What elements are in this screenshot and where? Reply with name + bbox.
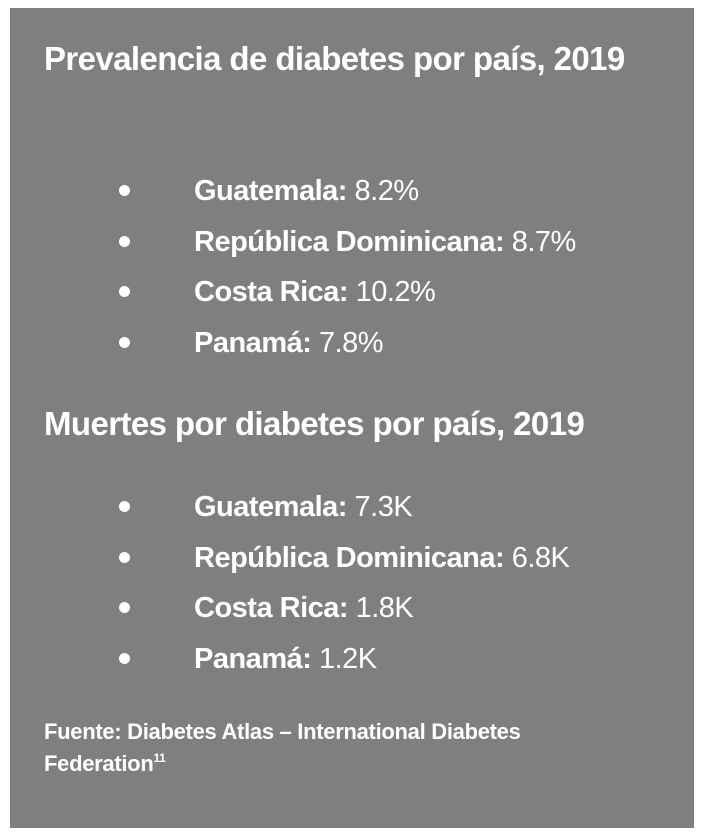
source-note [44, 716, 644, 780]
country-name: Guatemala: [194, 491, 347, 523]
prevalence-heading: Prevalencia de diabetes por país, 2019 [44, 40, 625, 77]
country-name: Guatemala: [194, 175, 347, 207]
prevalence-list [10, 169, 694, 371]
source-text: Fuente: Diabetes Atlas – International Diabetes Federation [44, 719, 521, 776]
country-value: 8.2% [354, 175, 419, 207]
list-item [10, 169, 694, 220]
country-value: 6.8K [511, 541, 570, 574]
bullet-icon [119, 602, 130, 613]
country-name: Costa Rica: [194, 592, 349, 624]
list-item [10, 586, 694, 637]
country-value: 7.3K [354, 491, 413, 523]
bullet-icon [119, 185, 130, 196]
country-name: República Dominicana: [194, 541, 505, 574]
info-panel [10, 8, 694, 828]
list-item [10, 536, 694, 587]
country-value: 7.8% [318, 326, 384, 359]
country-value: 8.7% [511, 225, 576, 258]
country-value: 10.2% [355, 276, 436, 308]
bullet-icon [119, 552, 130, 563]
country-name: Panamá: [194, 326, 312, 359]
bullet-icon [119, 286, 130, 297]
bullet-icon [119, 653, 130, 664]
country-name: Costa Rica: [194, 276, 349, 308]
deaths-heading: Muertes por diabetes por país, 2019 [44, 405, 585, 442]
list-item [10, 321, 694, 372]
country-value: 1.8K [355, 592, 414, 624]
item-text [194, 536, 569, 580]
list-item [10, 270, 694, 321]
item-text [194, 220, 576, 264]
bullet-icon [119, 337, 130, 348]
country-name: República Dominicana: [194, 225, 505, 258]
item-text [194, 485, 412, 529]
item-text [194, 270, 435, 314]
country-value: 1.2K [318, 642, 377, 675]
list-item [10, 220, 694, 271]
country-name: Panamá: [194, 642, 312, 675]
item-text [194, 321, 383, 365]
bullet-icon [119, 501, 130, 512]
list-item [10, 485, 694, 536]
item-text [194, 586, 413, 630]
list-item [10, 637, 694, 688]
deaths-list [10, 485, 694, 687]
item-text [194, 637, 377, 681]
bullet-icon [119, 236, 130, 247]
item-text [194, 169, 419, 213]
reference-number: 11 [153, 751, 166, 765]
